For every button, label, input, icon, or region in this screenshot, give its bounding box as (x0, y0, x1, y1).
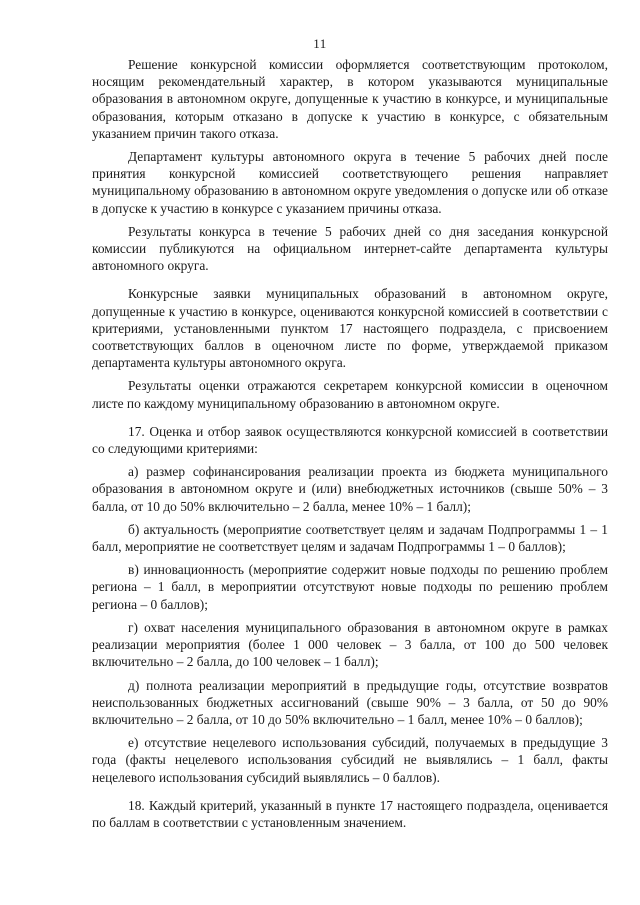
paragraph-item-18: 18. Каждый критерий, указанный в пункте 17 настоящего подраздела, оценивается по баллам в соответствии с установленным значением. (92, 797, 608, 830)
criterion-d: д) полнота реализации мероприятий в предыдущие годы, отсутствие возвратов неиспользованных бюджетных ассигнований (свыше 90% – 3 балла, от 50 до 90% включительно – 2 балла, от 10 до 50% включительно – 1 балл, менее 10% – 0 баллов); (92, 677, 608, 727)
criterion-a: а) размер софинансирования реализации проекта из бюджета муниципального образования в автономном округе и (или) внебюджетных источников (свыше 50% – 3 балла, от 10 до 50% включительно – 2 балла, менее 10% – 1 балл); (92, 464, 608, 514)
criterion-b: б) актуальность (мероприятие соответствует целям и задачам Подпрограммы 1 – 1 балл, мероприятие не соответствует целям и задачам Подпрограммы 1 – 0 баллов); (92, 521, 608, 555)
paragraph-notification: Департамент культуры автономного округа в течение 5 рабочих дней после принятия конкурсной комиссией соответствующего решения направляет муниципальному образованию в автономном округе уведомления о допуске или об отказе в допуске к участию в конкурсе с указанием причины отказа. (92, 149, 608, 216)
criterion-g: г) охват населения муниципального образования в автономном округе в рамках реализации мероприятия (более 1 000 человек – 3 балла, от 100 до 500 человек включительно – 2 балла, до 100 человек – 1 балл); (92, 619, 608, 670)
paragraph-item-17: 17. Оценка и отбор заявок осуществляются конкурсной комиссией в соответствии со следующими критериями: (92, 423, 608, 457)
document-body (92, 56, 608, 831)
criterion-v: в) инновационность (мероприятие содержит новые подходы по решению проблем региона – 1 балл, в мероприятии отсутствуют новые подходы по решению проблем региона – 0 баллов); (92, 562, 608, 612)
paragraph-application-evaluation: Конкурсные заявки муниципальных образований в автономном округе, допущенные к участию в конкурсе, оцениваются конкурсной комиссией в соответствии с критериями, установленными пунктом 17 настоящего подраздела, с присвоением соответствующих баллов в оценочном листе по форме, утверждаемой приказом департамента культуры автономного округа. (92, 286, 608, 371)
criterion-e: е) отсутствие нецелевого использования субсидий, получаемых в предыдущие 3 года (факты нецелевого использования субсидий не выявлялись – 1 балл, факты нецелевого использования субсидий выявлялись – 0 баллов). (92, 735, 608, 785)
paragraph-results-publication: Результаты конкурса в течение 5 рабочих дней со дня заседания конкурсной комиссии публикуются на официальном интернет-сайте департамента культуры автономного округа. (92, 223, 608, 274)
paragraph-evaluation-results: Результаты оценки отражаются секретарем конкурсной комиссии в оценочном листе по каждому муниципальному образованию в автономном округе. (92, 378, 608, 411)
paragraph-commission-decision: Решение конкурсной комиссии оформляется соответствующим протоколом, носящим рекомендательный характер, в котором указываются муниципальные образования в автономном округе, допущенные к участию в конкурсе, и муниципальные образования, которым отказано в допуске к участию в конкурсе, с обязательным указанием причин такого отказа. (92, 57, 608, 141)
page-number: 11 (313, 36, 327, 51)
